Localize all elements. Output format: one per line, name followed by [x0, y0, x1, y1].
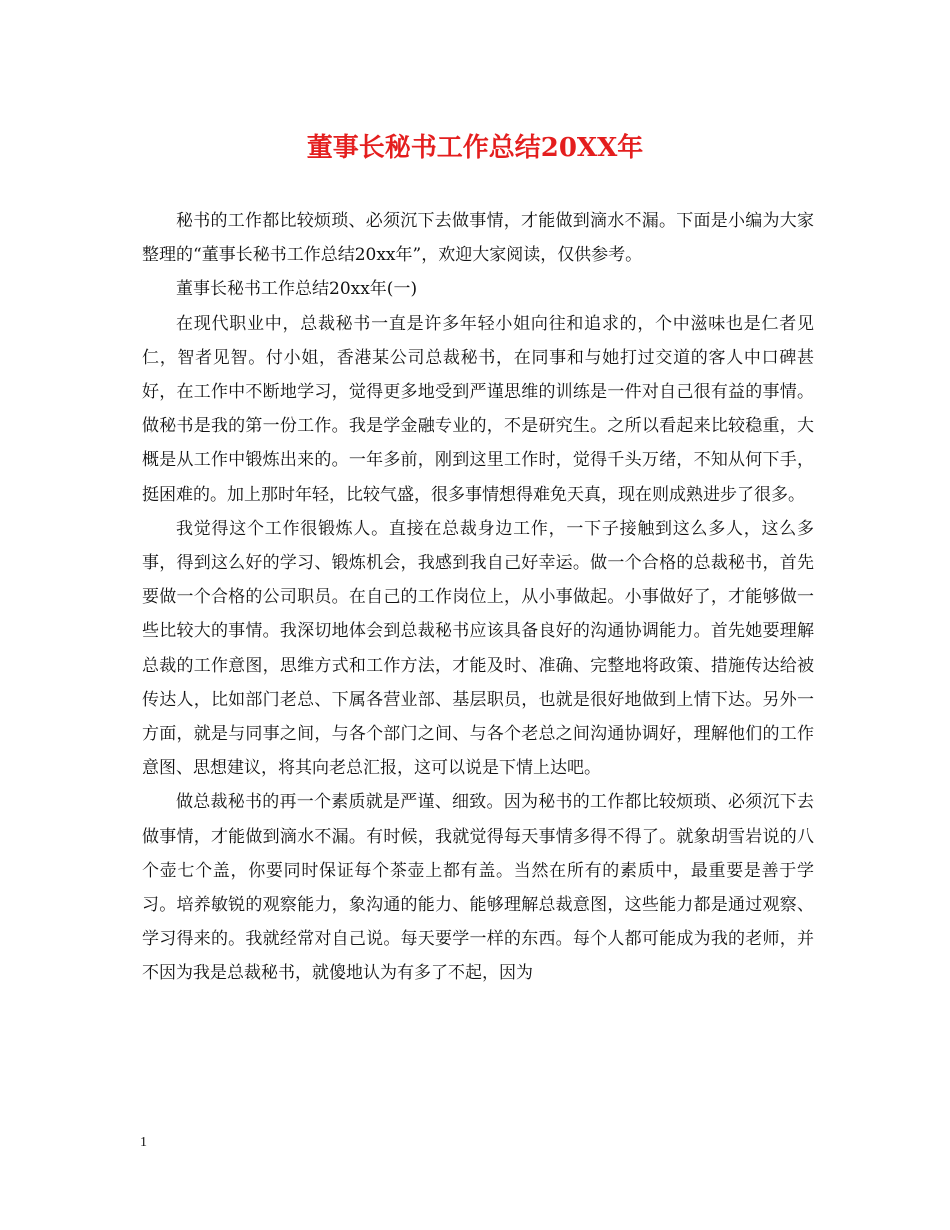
paragraph-section-heading: 董事长秘书工作总结20xx年(一): [176, 279, 418, 300]
paragraph-intro: 秘书的工作都比较烦琐、必须沉下去做事情，才能做到滴水不漏。下面是小编为大家整理的“董事长秘书工作总结20xx年”，欢迎大家阅读，仅供参考。: [142, 211, 814, 266]
paragraph-body-2: 我觉得这个工作很锻炼人。直接在总裁身边工作，一下子接触到这么多人，这么多事，得到这么好的学习、锻炼机会，我感到我自己好幸运。做一个合格的总裁秘书，首先要做一个合格的公司职员。在自己的工作岗位上，从小事做起。小事做好了，才能够做一些比较大的事情。我深切地体会到总裁秘书应该具备良好的沟通协调能力。首先她要理解总裁的工作意图，思维方式和工作方法，才能及时、准确、完整地将政策、措施传达给被传达人，比如部门老总、下属各营业部、基层职员，也就是很好地做到上情下达。另外一方面，就是与同事之间，与各个部门之间、与各个老总之间沟通协调好，理解他们的工作意图、思想建议，将其向老总汇报，这可以说是下情上达吧。: [142, 518, 814, 779]
paragraph-body-3: 做总裁秘书的再一个素质就是严谨、细致。因为秘书的工作都比较烦琐、必须沉下去做事情，才能做到滴水不漏。有时候，我就觉得每天事情多得不得了。就象胡雪岩说的八个壶七个盖，你要同时保证每个茶壶上都有盖。当然在所有的素质中，最重要是善于学习。培养敏锐的观察能力，象沟通的能力、能够理解总裁意图，这些能力都是通过观察、学习得来的。我就经常对自己说。每天要学一样的东西。每个人都可能成为我的老师，并不因为我是总裁秘书，就傻地认为有多了不起，因为: [142, 792, 814, 984]
paragraph-body-1: 在现代职业中，总裁秘书一直是许多年轻小姐向往和追求的，个中滋味也是仁者见仁，智者见智。付小姐，香港某公司总裁秘书，在同事和与她打过交道的客人中口碑甚好，在工作中不断地学习，觉得更多地受到严谨思维的训练是一件对自己很有益的事情。做秘书是我的第一份工作。我是学金融专业的，不是研究生。之所以看起来比较稳重，大概是从工作中锻炼出来的。一年多前，刚到这里工作时，觉得千头万绪，不知从何下手，挺困难的。加上那时年轻，比较气盛，很多事情想得难免天真，现在则成熟进步了很多。: [142, 313, 814, 505]
document-title: 董事长秘书工作总结20XX年: [306, 133, 644, 163]
document-body: [142, 204, 814, 991]
page-number: 1: [140, 1135, 147, 1150]
